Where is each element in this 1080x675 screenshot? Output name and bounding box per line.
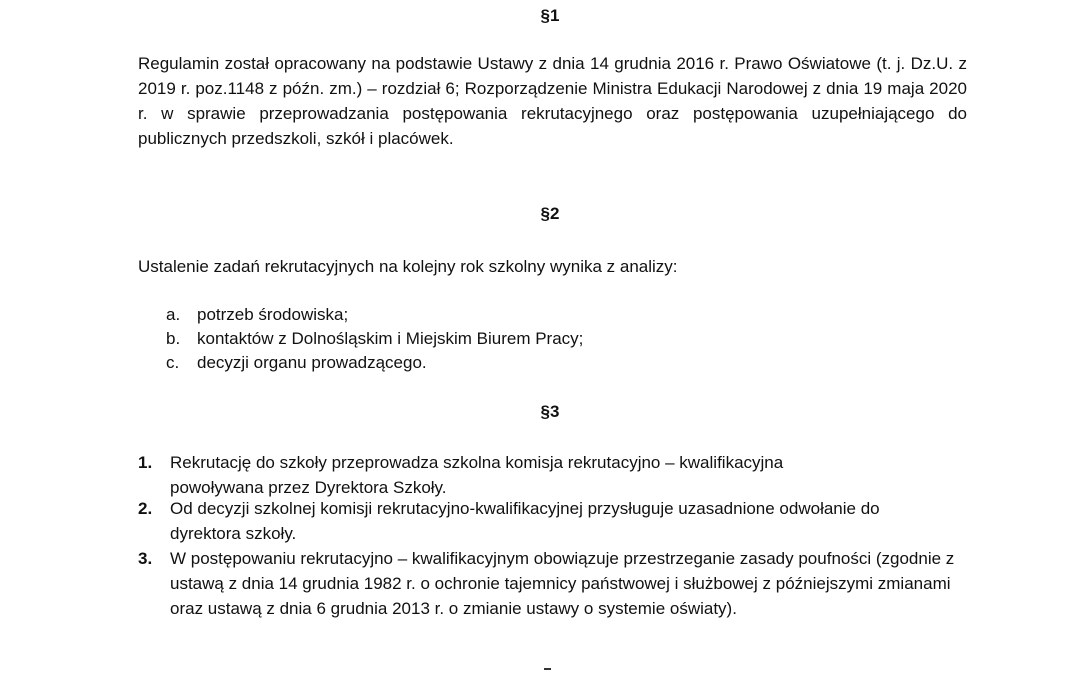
item-number: 1. [138, 453, 153, 472]
list-marker: b. [166, 329, 181, 348]
list-item-text: decyzji organu prowadzącego. [197, 353, 427, 372]
item-text: W postępowaniu rekrutacyjno – kwalifikacyjnym obowiązuje przestrzeganie zasady poufności (zgodnie z ustawą z dnia 14 grudnia 1982 r. o ochronie tajemnicy państwowej i służbowej z późniejszymi zmianami oraz ustawą z dnia 6 grudnia 2013 r. o zmianie ustawy o systemie oświaty). [170, 549, 955, 618]
list-marker: c. [166, 353, 180, 372]
section-2-intro: Ustalenie zadań rekrutacyjnych na kolejny rok szkolny wynika z analizy: [138, 257, 678, 276]
list-item-text: kontaktów z Dolnośląskim i Miejskim Biurem Pracy; [197, 329, 584, 348]
section-heading-2: §2 [540, 204, 560, 223]
item-number: 2. [138, 499, 153, 518]
next-section-marker-fragment [544, 668, 551, 670]
item-number: 3. [138, 549, 153, 568]
section-1-paragraph: Regulamin został opracowany na podstawie Ustawy z dnia 14 grudnia 2016 r. Prawo Oświatowe (t. j. Dz.U. z 2019 r. poz.1148 z późn. zm.) – rozdział 6; Rozporządzenie Ministra Edukacji Narodowej z dnia 19 maja 2020 r. w sprawie przeprowadzania postępowania rekrutacyjnego oraz postępowania uzupełniającego do publicznych przedszkoli, szkół i placówek. [138, 54, 967, 148]
item-text: Od decyzji szkolnej komisji rekrutacyjno-kwalifikacyjnej przysługuje uzasadnione odwołanie do dyrektora szkoły. [170, 499, 880, 543]
section-heading-3: §3 [540, 402, 560, 421]
item-text: Rekrutację do szkoły przeprowadza szkolna komisja rekrutacyjno – kwalifikacyjna powoływana przez Dyrektora Szkoły. [170, 453, 784, 497]
list-item-text: potrzeb środowiska; [197, 305, 349, 324]
list-marker: a. [166, 305, 181, 324]
section-heading-1: §1 [540, 6, 560, 25]
